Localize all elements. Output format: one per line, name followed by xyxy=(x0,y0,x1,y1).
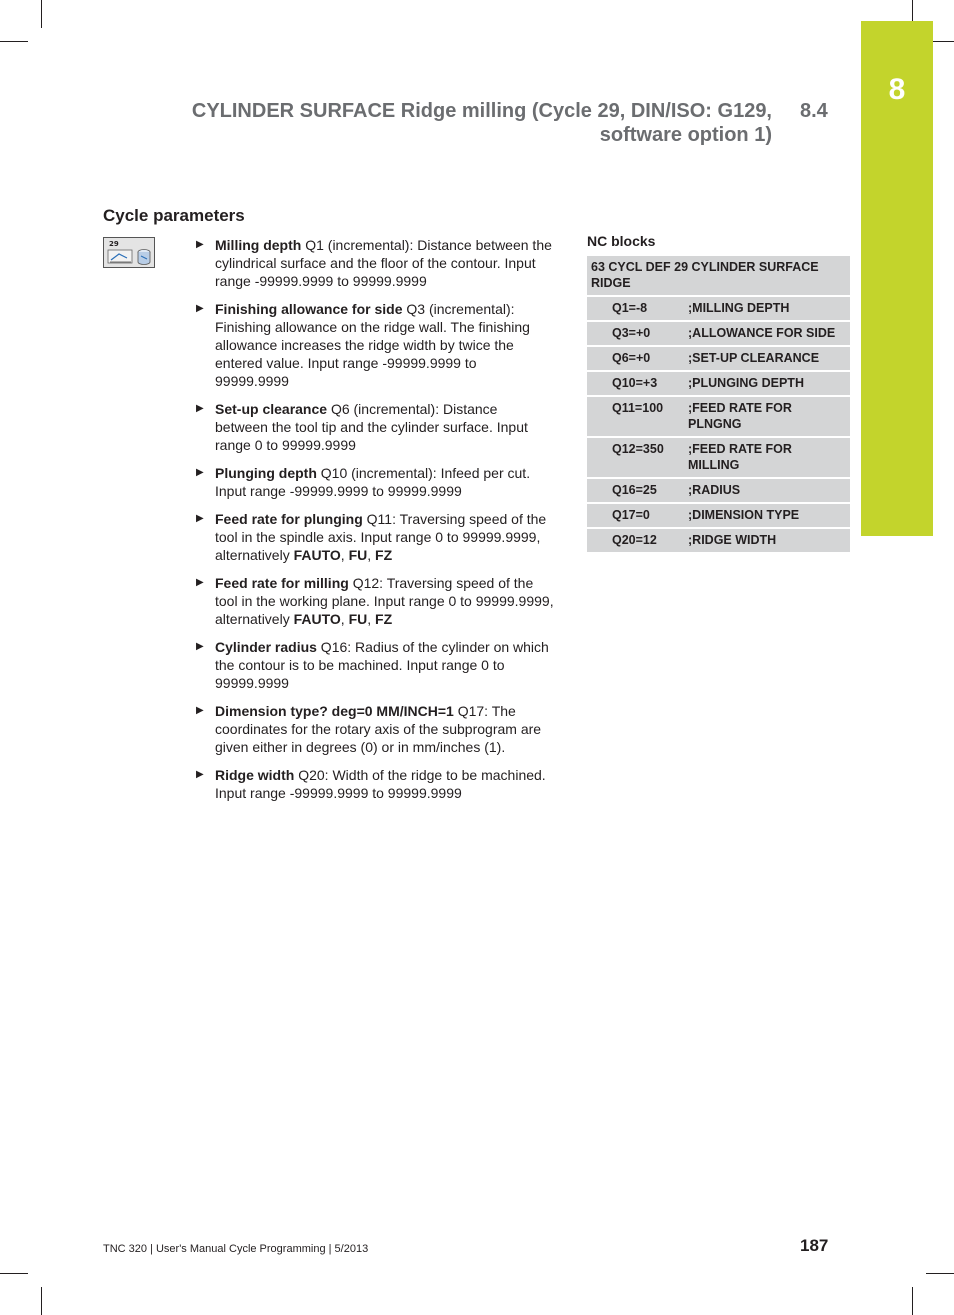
list-item xyxy=(194,236,554,290)
option-fauto: FAUTO xyxy=(293,547,341,563)
table-row xyxy=(587,396,850,437)
parameter-list xyxy=(194,236,554,812)
crop-mark xyxy=(41,1287,42,1315)
param-name: Feed rate for plunging xyxy=(215,511,363,527)
bullet-arrow-icon: ▶ xyxy=(196,303,204,314)
param-desc: Q16: Radius of the cylinder on which the contour is to be machined. Input range 0 to 99999.9999 xyxy=(215,639,549,691)
separator: , xyxy=(340,547,349,563)
crop-mark xyxy=(912,1287,913,1315)
page-title-line1: CYLINDER SURFACE Ridge milling (Cycle 29, DIN/ISO: G129, xyxy=(191,100,772,122)
bullet-arrow-icon: ▶ xyxy=(196,403,204,414)
nc-param-cell: Q3=+0 xyxy=(587,321,680,346)
option-fu: FU xyxy=(348,547,368,563)
list-item xyxy=(194,464,554,500)
param-desc: Q3 (incremental): Finishing allowance on the ridge wall. The finishing allowance increases the ridge width by twice the entered value. Input range -99999.9999 to 99999.9999 xyxy=(215,301,530,389)
list-item xyxy=(194,766,554,802)
table-row xyxy=(587,371,850,396)
separator: , xyxy=(367,547,376,563)
section-heading: Cycle parameters xyxy=(103,206,245,225)
chapter-number: 8 xyxy=(888,73,906,106)
list-item xyxy=(194,574,554,628)
bullet-arrow-icon: ▶ xyxy=(196,513,204,524)
table-row xyxy=(587,321,850,346)
param-name: Finishing allowance for side xyxy=(215,301,403,317)
chapter-tab xyxy=(861,21,933,536)
table-row xyxy=(587,437,850,478)
param-name: Plunging depth xyxy=(215,465,317,481)
nc-blocks-table xyxy=(587,256,850,554)
param-name: Cylinder radius xyxy=(215,639,317,655)
bullet-arrow-icon: ▶ xyxy=(196,239,204,250)
param-name: Dimension type? deg=0 MM/INCH=1 xyxy=(215,703,454,719)
nc-param-cell: Q16=25 xyxy=(587,478,680,503)
nc-comment-cell: ;PLUNGING DEPTH xyxy=(680,371,850,396)
table-row xyxy=(587,296,850,321)
table-row xyxy=(587,503,850,528)
nc-param-cell: Q17=0 xyxy=(587,503,680,528)
cylinder-ridge-icon xyxy=(107,247,153,267)
page-number: 187 xyxy=(800,1236,829,1255)
nc-header-cell: 63 CYCL DEF 29 CYLINDER SURFACE RIDGE xyxy=(587,256,850,296)
param-name: Ridge width xyxy=(215,767,295,783)
nc-comment-cell: ;ALLOWANCE FOR SIDE xyxy=(680,321,850,346)
nc-comment-cell: ;SET-UP CLEARANCE xyxy=(680,346,850,371)
page-title-line2: software option 1) xyxy=(599,124,772,146)
table-row xyxy=(587,256,850,296)
param-desc: Q10 (incremental): Infeed per cut. Input range -99999.9999 to 99999.9999 xyxy=(215,465,531,499)
list-item xyxy=(194,702,554,756)
cycle-icon-label: 29 xyxy=(109,240,119,248)
footer-text: TNC 320 | User's Manual Cycle Programming | 5/2013 xyxy=(103,1243,369,1255)
param-desc: Q17: The coordinates for the rotary axis of the subprogram are given either in degrees (0) or in mm/inches (1). xyxy=(215,703,542,755)
section-number: 8.4 xyxy=(800,100,828,122)
param-desc: Q20: Width of the ridge to be machined. Input range -99999.9999 to 99999.9999 xyxy=(215,767,546,801)
nc-param-cell: Q11=100 xyxy=(587,396,680,437)
crop-mark xyxy=(0,41,28,42)
crop-mark xyxy=(926,1273,954,1274)
nc-blocks-heading: NC blocks xyxy=(587,233,656,249)
bullet-arrow-icon: ▶ xyxy=(196,577,204,588)
cylinder-ridge-cycle-icon xyxy=(103,237,155,268)
nc-comment-cell: ;FEED RATE FOR MILLING xyxy=(680,437,850,478)
option-fauto: FAUTO xyxy=(293,611,341,627)
nc-param-cell: Q20=12 xyxy=(587,528,680,553)
nc-param-cell: Q12=350 xyxy=(587,437,680,478)
crop-mark xyxy=(41,0,42,28)
list-item xyxy=(194,510,554,564)
table-row xyxy=(587,478,850,503)
nc-comment-cell: ;RIDGE WIDTH xyxy=(680,528,850,553)
param-name: Milling depth xyxy=(215,237,302,253)
list-item xyxy=(194,400,554,454)
param-desc: Q11: Traversing speed of the tool in the spindle axis. Input range 0 to 99999.9999, alternatively xyxy=(215,511,547,563)
param-name: Set-up clearance xyxy=(215,401,328,417)
option-fu: FU xyxy=(348,611,368,627)
page-title xyxy=(150,99,772,147)
bullet-arrow-icon: ▶ xyxy=(196,769,204,780)
crop-mark xyxy=(0,1273,28,1274)
separator: , xyxy=(367,611,376,627)
option-fz: FZ xyxy=(375,547,393,563)
table-row xyxy=(587,346,850,371)
option-fz: FZ xyxy=(375,611,393,627)
param-name: Feed rate for milling xyxy=(215,575,349,591)
table-row xyxy=(587,528,850,553)
nc-param-cell: Q1=-8 xyxy=(587,296,680,321)
separator: , xyxy=(340,611,349,627)
nc-comment-cell: ;DIMENSION TYPE xyxy=(680,503,850,528)
list-item xyxy=(194,300,554,390)
nc-comment-cell: ;MILLING DEPTH xyxy=(680,296,850,321)
bullet-arrow-icon: ▶ xyxy=(196,641,204,652)
param-desc: Q12: Traversing speed of the tool in the working plane. Input range 0 to 99999.9999, alternatively xyxy=(215,575,554,627)
bullet-arrow-icon: ▶ xyxy=(196,705,204,716)
nc-param-cell: Q10=+3 xyxy=(587,371,680,396)
param-desc: Q6 (incremental): Distance between the tool tip and the cylinder surface. Input range 0 to 99999.9999 xyxy=(215,401,528,453)
nc-comment-cell: ;RADIUS xyxy=(680,478,850,503)
list-item xyxy=(194,638,554,692)
nc-param-cell: Q6=+0 xyxy=(587,346,680,371)
bullet-arrow-icon: ▶ xyxy=(196,467,204,478)
param-desc: Q1 (incremental): Distance between the cylindrical surface and the floor of the contour. Input range -99999.9999 to 99999.9999 xyxy=(215,237,552,289)
nc-comment-cell: ;FEED RATE FOR PLNGNG xyxy=(680,396,850,437)
